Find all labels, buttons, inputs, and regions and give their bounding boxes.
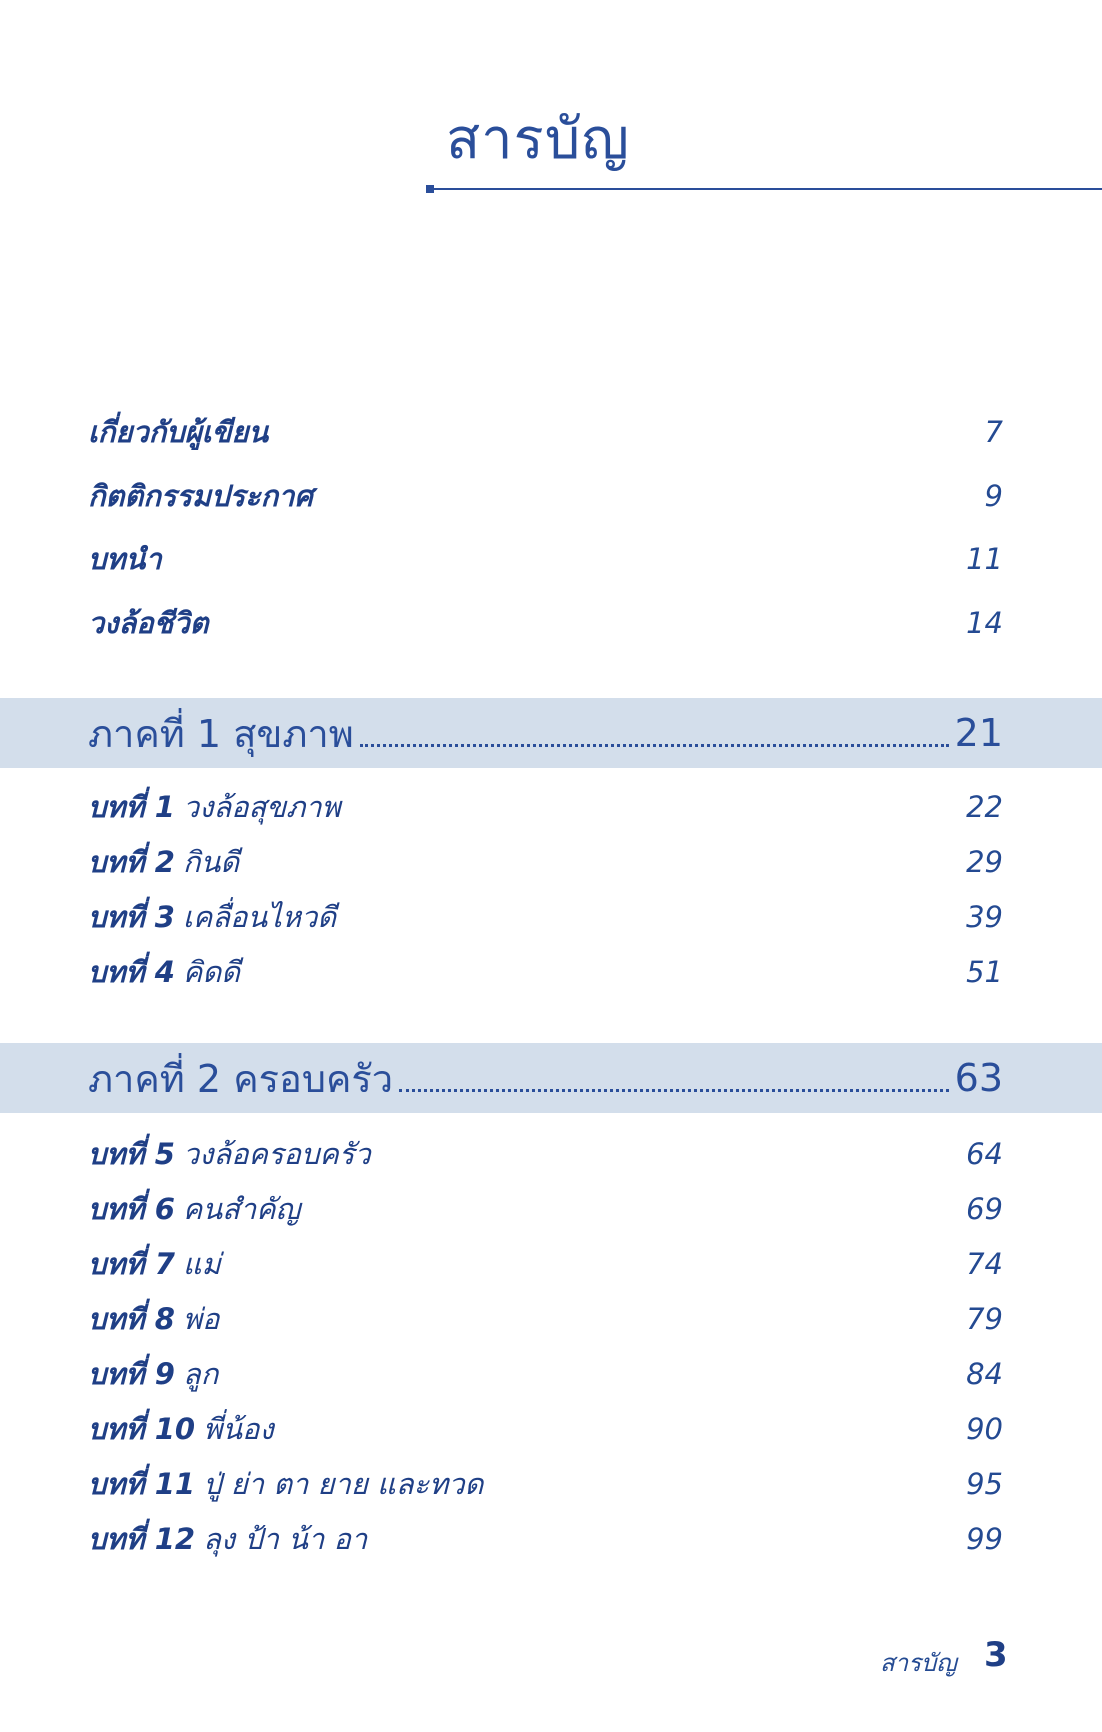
toc-entry-introduction[interactable] — [88, 539, 1003, 579]
toc-entry-page: 64 — [966, 1137, 1003, 1171]
chapter-number: บทที่ 5 — [88, 1137, 175, 1171]
toc-entry-page: 51 — [966, 955, 1003, 989]
chapter-title: วงล้อครอบครัว — [182, 1137, 371, 1171]
toc-chapter-entry[interactable] — [88, 1519, 1003, 1559]
toc-entry-page: 79 — [966, 1302, 1003, 1336]
toc-entry-page: 39 — [966, 900, 1003, 934]
part-heading-label: ภาคที่ 2 ครอบครัว — [88, 1056, 394, 1101]
chapter-number: บทที่ 1 — [88, 790, 175, 824]
toc-chapter-entry[interactable] — [88, 1464, 1003, 1504]
toc-entry-page: 7 — [984, 415, 1003, 449]
chapter-number: บทที่ 10 — [88, 1412, 196, 1446]
part-heading-label: ภาคที่ 1 สุขภาพ — [88, 711, 354, 756]
chapter-title: พ่อ — [182, 1302, 220, 1336]
toc-chapter-entry[interactable] — [88, 1134, 1003, 1174]
chapter-title: วงล้อสุขภาพ — [182, 790, 341, 824]
chapter-title: ปู่ ย่า ตา ยาย และทวด — [203, 1467, 484, 1501]
chapter-number: บทที่ 6 — [88, 1192, 175, 1226]
page-number: 3 — [984, 1635, 1008, 1675]
chapter-number: บทที่ 4 — [88, 955, 175, 989]
toc-entry-page: 90 — [966, 1412, 1003, 1446]
chapter-title: ลูก — [182, 1357, 219, 1391]
toc-entry-page: 22 — [966, 790, 1003, 824]
toc-chapter-entry[interactable] — [88, 787, 1003, 827]
chapter-title: เคลื่อนไหวดี — [182, 900, 337, 934]
toc-chapter-entry[interactable] — [88, 1409, 1003, 1449]
chapter-title: คนสำคัญ — [182, 1192, 301, 1226]
toc-entry-page: 95 — [966, 1467, 1003, 1501]
toc-chapter-entry[interactable] — [88, 842, 1003, 882]
toc-entry-page: 9 — [984, 479, 1003, 513]
toc-entry-label: เกี่ยวกับผู้เขียน — [88, 415, 269, 449]
toc-entry-page: 14 — [966, 606, 1003, 640]
title-underline — [428, 188, 1102, 190]
toc-chapter-entry[interactable] — [88, 897, 1003, 937]
chapter-title: ลุง ป้า น้า อา — [203, 1522, 368, 1556]
chapter-title: พี่น้อง — [203, 1412, 274, 1446]
toc-chapter-entry[interactable] — [88, 952, 1003, 992]
part-heading-page: 21 — [954, 711, 1003, 755]
toc-entry-page: 11 — [966, 542, 1003, 576]
chapter-number: บทที่ 8 — [88, 1302, 175, 1336]
toc-chapter-entry[interactable] — [88, 1244, 1003, 1284]
toc-entry-page: 29 — [966, 845, 1003, 879]
chapter-title: กินดี — [182, 845, 240, 879]
toc-entry-label: กิตติกรรมประกาศ — [88, 479, 313, 513]
toc-entry-label: วงล้อชีวิต — [88, 606, 209, 640]
dot-leader — [360, 744, 949, 747]
toc-entry-wheel-of-life[interactable] — [88, 603, 1003, 643]
chapter-title: คิดดี — [182, 955, 240, 989]
toc-entry-about-author[interactable] — [88, 412, 1003, 452]
running-footer-label: สารบัญ — [880, 1649, 957, 1677]
chapter-number: บทที่ 12 — [88, 1522, 196, 1556]
title-underline-dot — [426, 185, 434, 193]
toc-entry-page: 84 — [966, 1357, 1003, 1391]
dot-leader — [399, 1089, 949, 1092]
chapter-number: บทที่ 9 — [88, 1357, 175, 1391]
part-heading-2[interactable] — [88, 1043, 1003, 1113]
toc-entry-page: 74 — [966, 1247, 1003, 1281]
part-heading-1[interactable] — [88, 698, 1003, 768]
chapter-number: บทที่ 3 — [88, 900, 175, 934]
toc-entry-label: บทนำ — [88, 542, 162, 576]
toc-chapter-entry[interactable] — [88, 1299, 1003, 1339]
toc-entry-acknowledgements[interactable] — [88, 476, 1003, 516]
chapter-number: บทที่ 7 — [88, 1247, 175, 1281]
chapter-number: บทที่ 2 — [88, 845, 175, 879]
chapter-title: แม่ — [182, 1247, 221, 1281]
part-heading-page: 63 — [954, 1056, 1003, 1100]
page-title: สารบัญ — [446, 107, 630, 172]
toc-chapter-entry[interactable] — [88, 1189, 1003, 1229]
toc-entry-page: 69 — [966, 1192, 1003, 1226]
toc-entry-page: 99 — [966, 1522, 1003, 1556]
chapter-number: บทที่ 11 — [88, 1467, 196, 1501]
toc-chapter-entry[interactable] — [88, 1354, 1003, 1394]
